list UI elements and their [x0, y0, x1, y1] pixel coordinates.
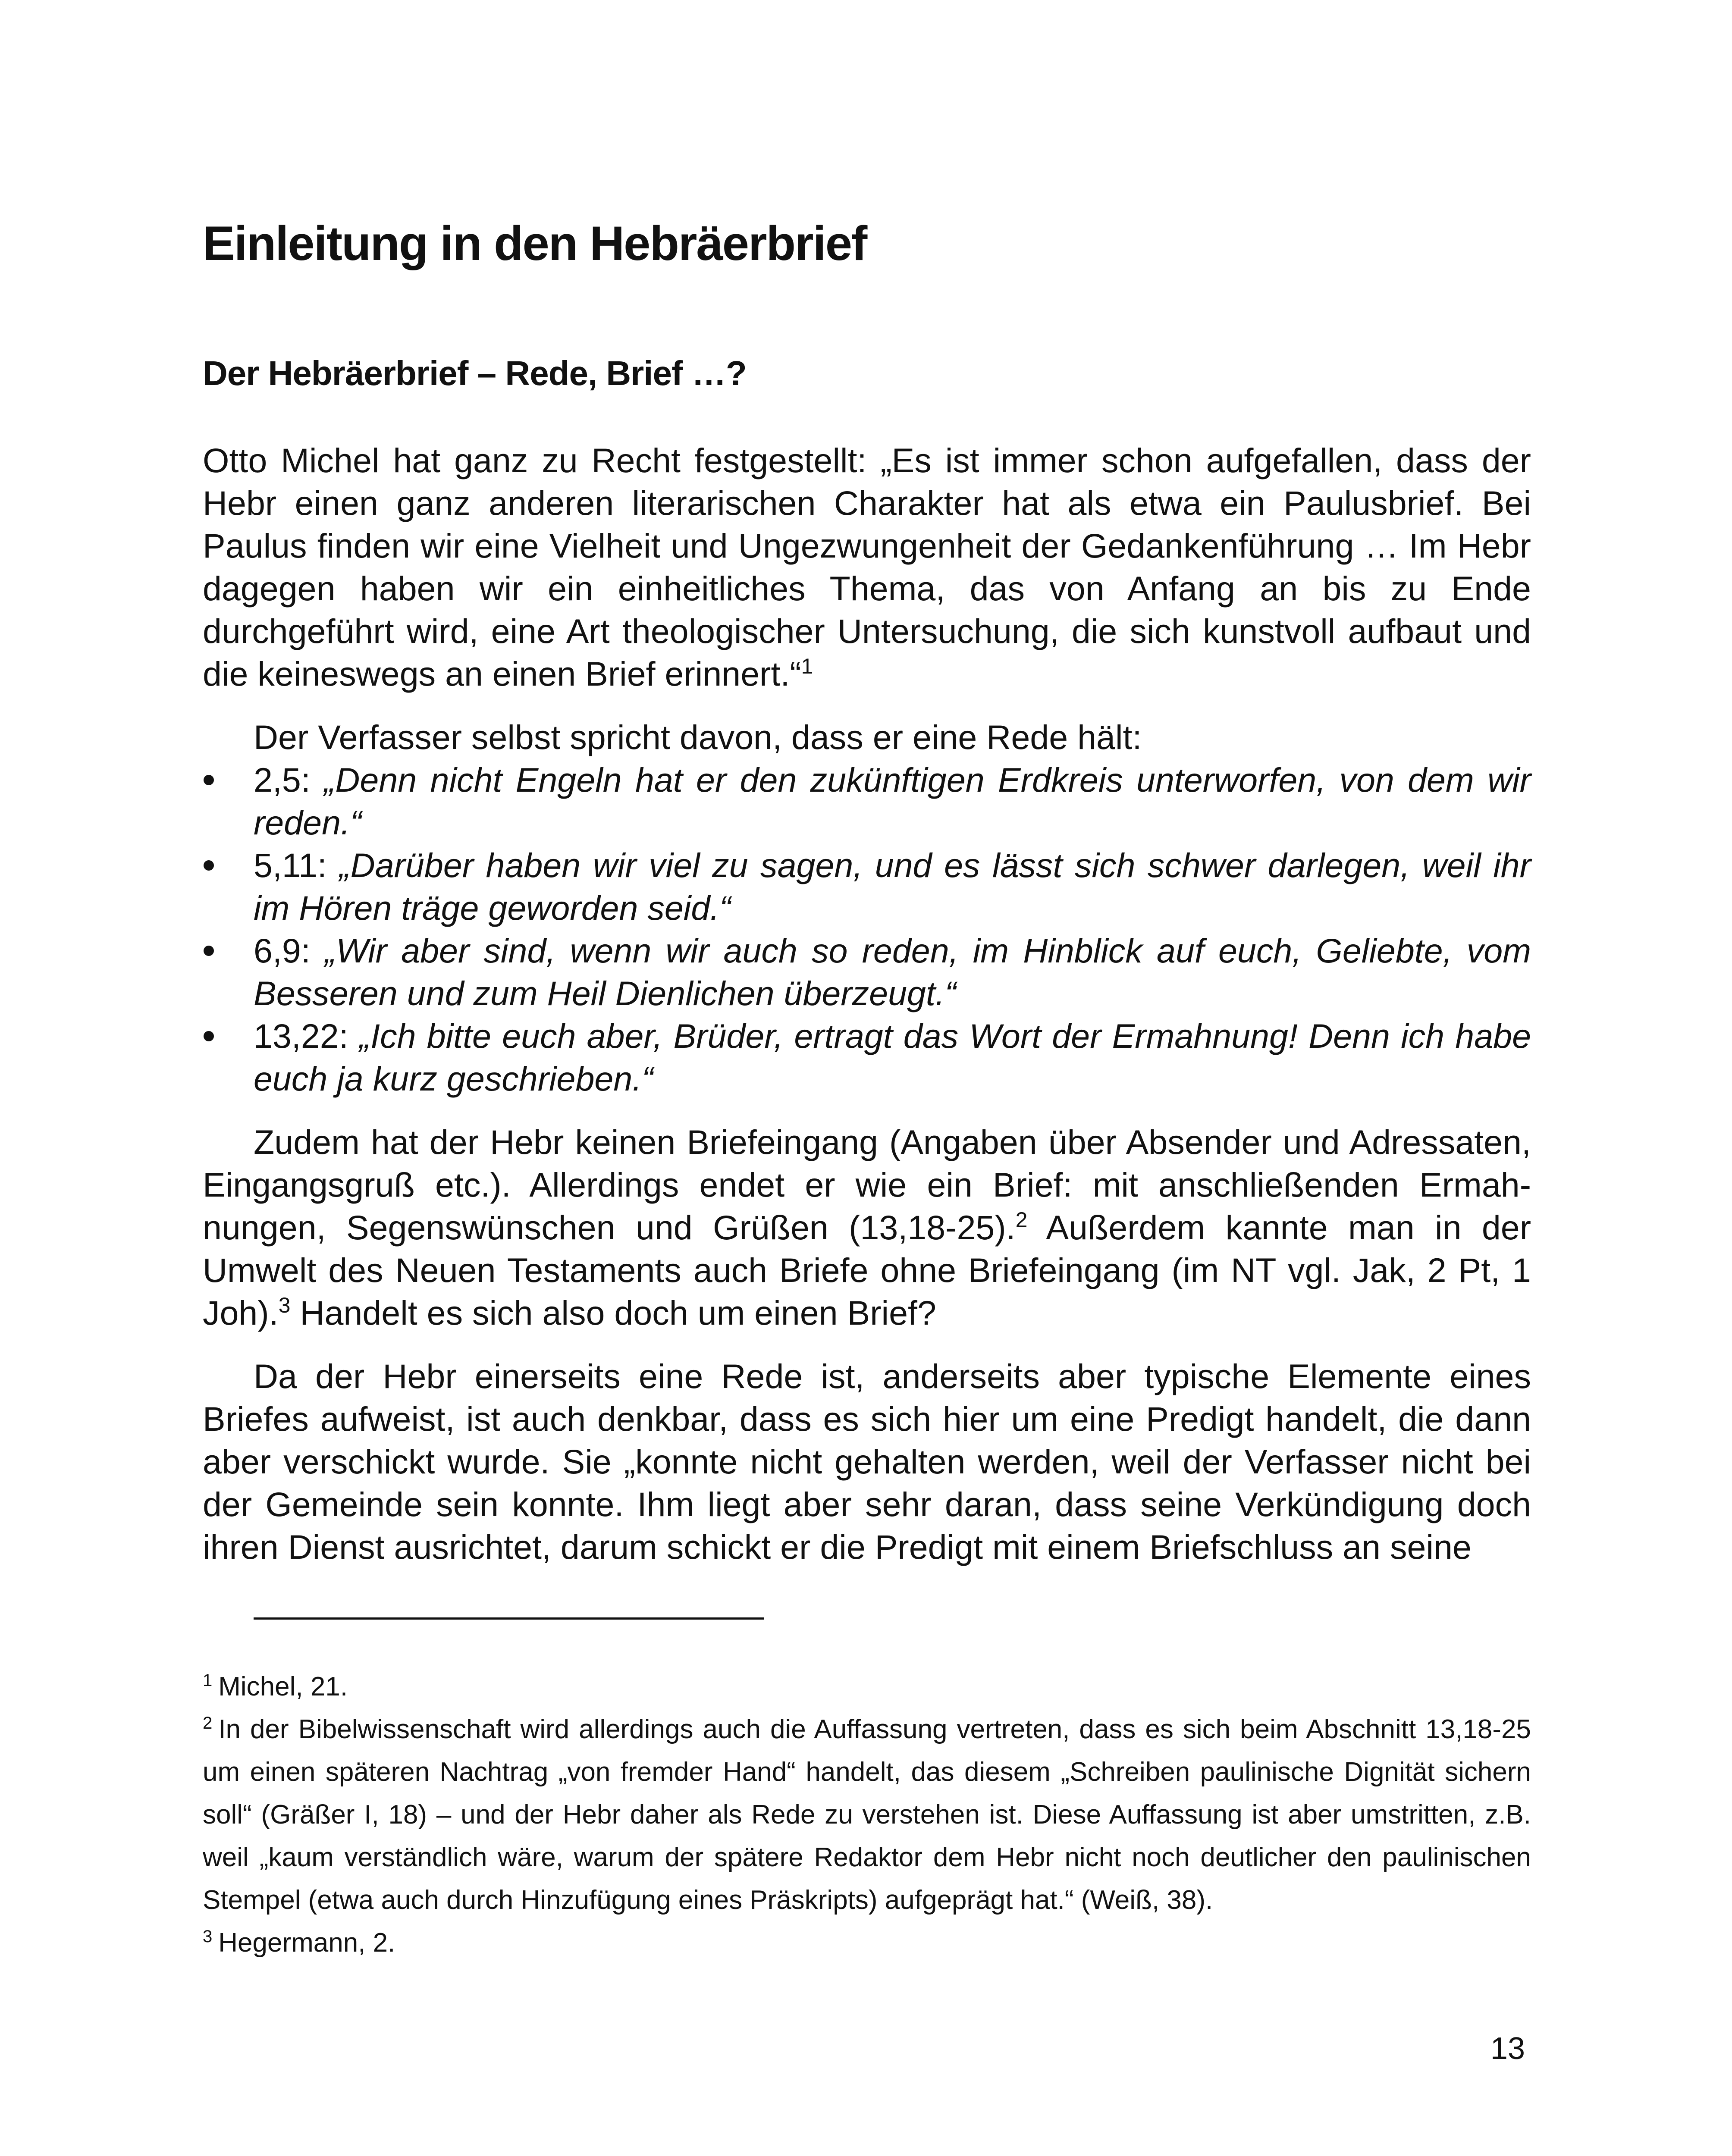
verse-ref: 6,9:	[254, 931, 325, 970]
footnote	[203, 1921, 1531, 1964]
verse-ref: 2,5:	[254, 761, 324, 799]
footnote-text: Michel, 21.	[218, 1672, 348, 1702]
verse-ref: 13,22:	[254, 1017, 359, 1055]
footnote-number: 3	[203, 1927, 213, 1946]
footnote	[203, 1665, 1531, 1708]
list-item	[203, 929, 1531, 1015]
footnote-ref-2[interactable]: 2	[1015, 1208, 1028, 1232]
list-item	[203, 844, 1531, 929]
verse-quote: „Denn nicht Engeln hat er den zukünftigen Erdkreis unterworfen, von dem wir reden.“	[254, 761, 1531, 842]
footnote-ref-1[interactable]: 1	[801, 654, 813, 678]
footnote-number: 1	[203, 1671, 213, 1690]
paragraph-3-text-a: Zudem hat der Hebr keinen Briefeingang (Angaben über Absender und Adressaten, Eingangsgruß etc.). Allerdings endet er wie ein Brief: mit anschließenden Ermahnungen, Segenswünschen und Grüßen (13,18-25).	[203, 1123, 1531, 1247]
bullet-icon	[204, 1031, 214, 1041]
chapter-heading: Einleitung in den Hebräerbrief	[203, 216, 867, 270]
paragraph-1-text: Otto Michel hat ganz zu Recht festgestellt: „Es ist immer schon aufgefallen, dass der Hebr einen ganz anderen literarischen Charakter hat als etwa ein Paulusbrief. Bei Paulus finden wir eine Vielheit und Ungezwungenheit der Gedankenführung … Im Hebr dagegen haben wir ein einheitliches Thema, das von Anfang an bis zu Ende durchgeführt wird, eine Art theologischer Untersuchung, die sich kunstvoll aufbaut und die keineswegs an einen Brief erinnert.“	[203, 441, 1531, 693]
paragraph-3-text-b: Außerdem kannte man in der Umwelt des Neuen Testaments auch Briefe ohne Briefeingang (im NT vgl. Jak, 2 Pt, 1 Joh).	[203, 1208, 1531, 1332]
bullet-icon	[204, 775, 214, 785]
list-item	[203, 758, 1531, 844]
bullet-icon	[204, 860, 214, 871]
paragraph-3	[203, 1121, 1531, 1334]
footnote-ref-3[interactable]: 3	[278, 1293, 291, 1317]
paragraph-4: Da der Hebr einerseits eine Rede ist, anderseits aber typische Elemente eines Briefes aufweist, ist auch denkbar, dass es sich hier um eine Predigt handelt, die dann aber verschickt wurde. Sie „konnte nicht gehalten werden, weil der Verfasser nicht bei der Gemeinde sein konnte. Ihm liegt aber sehr daran, dass seine Verkündigung doch ihren Dienst ausrichtet, darum schickt er die Predigt mit einem Briefschluss an seine	[203, 1357, 1531, 1566]
footnote-number: 2	[203, 1714, 213, 1733]
footnote	[203, 1708, 1531, 1921]
verse-quote: „Darüber haben wir viel zu sagen, und es lässt sich schwer darlegen, weil ihr im Hören träge geworden seid.“	[254, 846, 1531, 927]
paragraph-1	[203, 439, 1531, 695]
page-number: 13	[1490, 2031, 1525, 2066]
section-heading: Der Hebräerbrief – Rede, Brief …?	[203, 354, 747, 392]
footnotes	[203, 1665, 1531, 1964]
verse-quote: „Wir aber sind, wenn wir auch so reden, im Hinblick auf euch, Geliebte, vom Besseren und zum Heil Dienlichen überzeugt.“	[254, 931, 1531, 1012]
footnote-text: Hegermann, 2.	[218, 1928, 395, 1958]
bullet-icon	[204, 946, 214, 956]
footnote-separator	[254, 1617, 764, 1620]
body-text	[203, 439, 1531, 1568]
list-item	[203, 1015, 1531, 1100]
verse-ref: 5,11:	[254, 846, 339, 884]
paragraph-2: Der Verfasser selbst spricht davon, dass er eine Rede hält:	[254, 718, 1142, 756]
quote-list	[203, 758, 1531, 1100]
verse-quote: „Ich bitte euch aber, Brüder, ertragt das Wort der Ermahnung! Denn ich habe euch ja kurz geschrieben.“	[254, 1017, 1531, 1098]
footnote-text: In der Bibelwissenschaft wird allerdings auch die Auffassung vertreten, dass es sich beim Abschnitt 13,18-25 um einen späteren Nachtrag „von fremder Hand“ handelt, das diesem „Schreiben paulinische Dignität sichern soll“ (Gräßer I, 18) – und der Hebr daher als Rede zu verstehen ist. Diese Auffassung ist aber umstritten, z.B. weil „kaum verständlich wäre, warum der spätere Redaktor dem Hebr nicht noch deutlicher den paulinischen Stempel (etwa auch durch Hinzufügung eines Präskripts) aufgeprägt hat.“ (Weiß, 38).	[203, 1714, 1531, 1915]
paragraph-3-text-c: Handelt es sich also doch um einen Brief?	[290, 1294, 936, 1332]
